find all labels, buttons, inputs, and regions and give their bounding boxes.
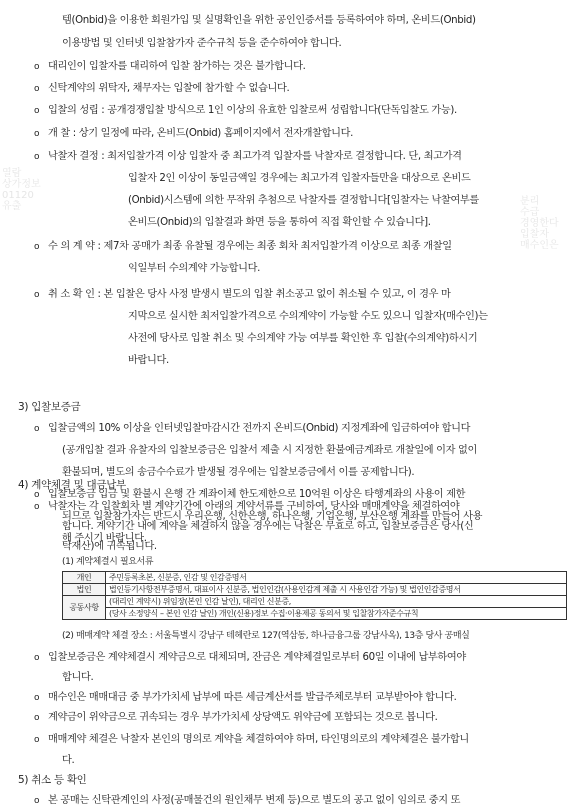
bid-item-cancel-4: 바랍니다. [128,355,169,366]
bullet-icon: o [34,152,40,162]
bullet-icon: o [34,84,40,94]
cancel-heading: 5) 취소 등 확인 [18,774,87,786]
bullet-icon: o [34,106,40,116]
bid-item-private-1: 수 의 계 약 : 제7차 공매가 최종 유찰될 경우에는 최종 회차 최저입찰가격 이상으로 최종 개찰일 [48,241,452,252]
contract-item-1-line-2: 합니다. 계약기간 내에 계약을 체결하지 않을 경우에는 낙찰은 무효로 하고, 입찰보증금은 당사(신 [62,521,474,532]
deposit-heading: 3) 입찰보증금 [18,401,81,413]
bullet-icon: o [34,796,40,806]
contract-item-3: 매수인은 매매대금 중 부가가치세 납부에 따른 세금계산서를 발급주체로부터 교부받아야 합니다. [48,692,457,703]
contract-item-1-line-3: 탁재산)에 귀속됩니다. [62,541,157,552]
bid-item-trustor: 신탁계약의 위탁자, 채무자는 입찰에 참가할 수 없습니다. [48,83,290,94]
doc-list: (당사 소정양식 – 본인 인감 날인) 개인(신용)정보 수집·이용제공 동의서 및 입찰참가자준수규칙 [106,608,567,620]
contract-item-4: 계약금이 위약금으로 귀속되는 경우 부가가치세 상당액도 위약금에 포함되는 것으로 봅니다. [48,712,438,723]
deposit-item-2-line-3: 해 주시기 바랍니다. [62,533,147,544]
bid-item-winner-3: (Onbid)시스템에 의한 무작위 추첨으로 낙찰자를 결정합니다[입찰자는 낙찰여부를 [128,195,479,206]
deposit-item-1-line-1: 입찰금액의 10% 이상을 인터넷입찰마감시간 전까지 온비드(Onbid) 지정계좌에 입금하여야 합니다 [48,423,471,434]
bullet-icon: o [34,129,40,139]
bullet-icon: o [34,735,40,745]
bid-item-establish: 입찰의 성립 : 공개경쟁입찰 방식으로 1인 이상의 유효한 입찰로써 성립합니다(단독입찰도 가능). [48,105,457,116]
contract-section-heading: 4) 계약체결 및 대금납부 [18,479,126,491]
doc-list: 주민등록초본, 신분증, 인감 및 인감증명서 [106,572,567,584]
deposit-item-2-line-1: 입찰보증금 입금 및 환불시 은행 간 계좌이체 한도제한으로 10억원 이상은 타행계좌의 사용이 제한 [48,489,466,500]
bullet-icon: o [34,693,40,703]
bid-item-cancel-2: 지막으로 실시한 최저입찰가격으로 수의계약이 가능할 수도 있으니 입찰자(매수인)는 [128,311,488,322]
contract-place: (2) 매매계약 체결 장소 : 서울특별시 강남구 테헤란로 127(역삼동, 하나금융그룹 강남사옥), 13층 당사 공매실 [62,631,470,641]
bullet-icon: o [34,713,40,723]
doc-list: (대리인 계약시) 위임장(본인 인감 날인), 대리인 신분증, [106,596,567,608]
bullet-icon: o [34,653,40,663]
contract-item-2-line-1: 입찰보증금은 계약체결시 계약금으로 대체되며, 잔금은 계약체결일로부터 60일 이내에 납부하여야 [48,652,466,663]
doc-list: 법인등기사항전부증명서, 대표이사 신분증, 법인인감(사용인감계 제출 시 사용인감 가능) 및 법인인감증명서 [106,584,567,596]
doc-type: 공동사항 [63,596,106,620]
bid-item-winner-1: 낙찰자 결정 : 최저입찰가격 이상 입찰자 중 최고가격 입찰자를 낙찰자로 결정합니다. 단, 최고가격 [48,151,462,162]
table-row [63,608,567,620]
bid-item-winner-4: 온비드(Onbid)의 입찰결과 화면 등을 통하여 직접 확인할 수 있습니다]. [128,217,431,228]
contract-item-1-line-1: 낙찰자는 각 입찰회차 별 계약기간에 아래의 계약서류를 구비하여, 당사와 매매계약을 체결하여야 [48,501,460,512]
table-row [63,584,567,596]
bullet-icon: o [34,502,40,512]
required-docs-table [62,571,567,620]
table-row [63,596,567,608]
doc-type: 법인 [63,584,106,596]
bullet-icon: o [34,424,40,434]
bid-item-winner-2: 입찰자 2인 이상이 동일금액일 경우에는 최고가격 입찰자들만을 대상으로 온비드 [128,173,471,184]
contract-item-2-line-2: 합니다. [62,672,94,683]
bullet-icon: o [34,490,40,500]
watermark-right: 분리 수급 경영한다 입찰자 매수인은 [520,196,559,251]
bullet-icon: o [34,290,40,300]
deposit-item-1-line-2: (공개입찰 결과 유찰자의 입찰보증금은 입찰서 제출 시 지정한 환불예금계좌로 개찰일에 이자 없이 [62,445,478,456]
watermark-left: 열람 상가정보 01120 유출 [2,168,41,212]
intro-line-1: 템(Onbid)을 이용한 회원가입 및 실명확인을 위한 공인인증서를 등록하여야 하며, 온비드(Onbid) [62,15,476,26]
bid-item-private-2: 익일부터 수의계약 가능합니다. [128,263,261,274]
cancel-item-1: 본 공매는 신탁관계인의 사정(공매물건의 원인채무 변제 등)으로 별도의 공고 없이 임의로 중지 또 [48,795,461,806]
table-row [63,572,567,584]
contract-item-5-line-1: 매매계약 체결은 낙찰자 본인의 명의로 계약을 체결하여야 하며, 타인명의로의 계약체결은 불가합니 [48,734,469,745]
intro-line-2: 이용방법 및 인터넷 입찰참가자 준수규칙 등을 준수하여야 합니다. [62,38,342,49]
deposit-item-1-line-3: 환불되며, 별도의 송금수수료가 발생될 경우에는 입찰보증금에서 이를 공제합니다). [62,467,415,478]
bullet-icon: o [34,242,40,252]
deposit-item-2-line-2: 되므로 입찰참가자는 반드시 우리은행, 신한은행, 하나은행, 기업은행, 부산은행 계좌를 만들어 사용 [62,511,483,522]
docs-caption: (1) 계약체결시 필요서류 [62,557,154,567]
bid-item-cancel-1: 취 소 확 인 : 본 입찰은 당사 사정 발생시 별도의 입찰 취소공고 없이 취소될 수 있고, 이 경우 마 [48,289,451,300]
bullet-icon: o [34,62,40,72]
bid-item-opening: 개 찰 : 상기 일정에 따라, 온비드(Onbid) 홈페이지에서 전자개찰합니다. [48,128,353,139]
doc-type: 개인 [63,572,106,584]
bid-item-cancel-3: 사전에 당사로 입찰 취소 및 수의계약 가능 여부를 확인한 후 입찰(수의계약)하시기 [128,333,478,344]
bid-item-proxy: 대리인이 입찰자를 대리하여 입찰 참가하는 것은 불가합니다. [48,61,306,72]
contract-item-5-line-2: 다. [62,755,75,766]
